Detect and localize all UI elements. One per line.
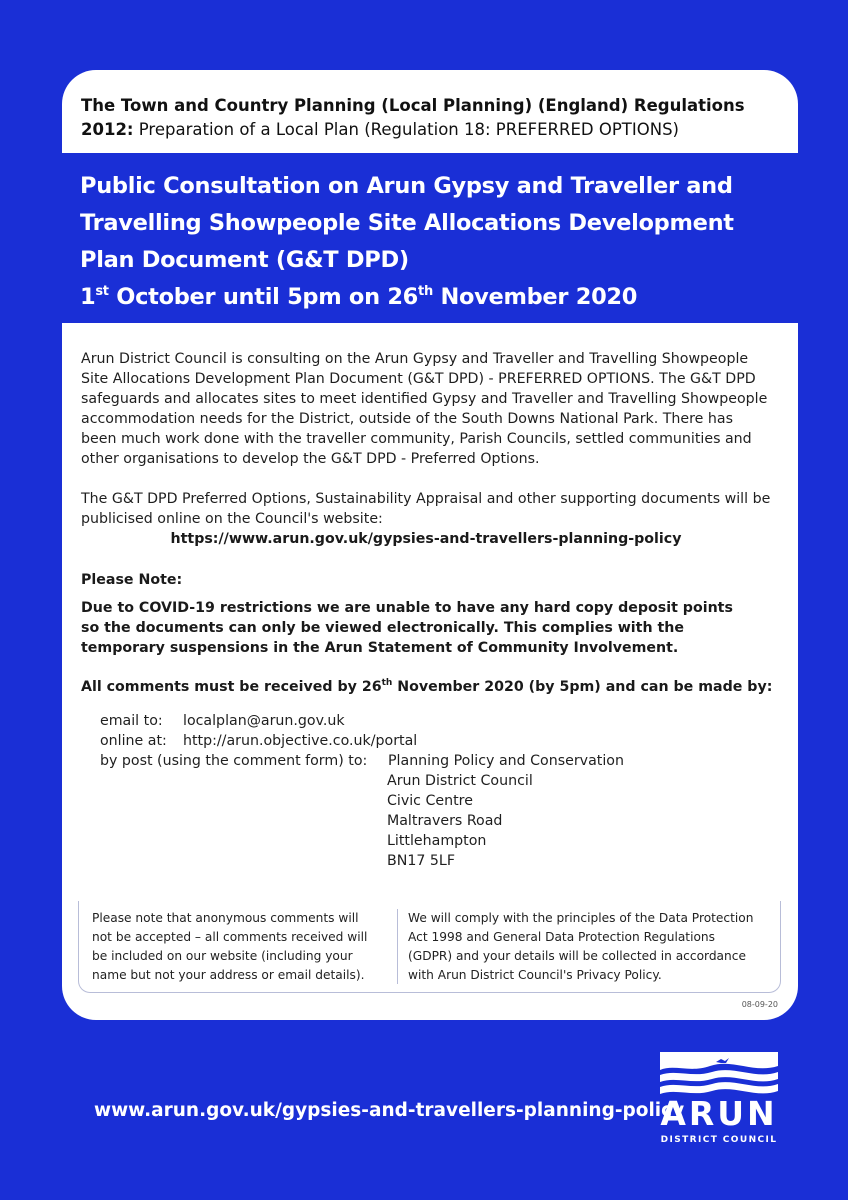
address-line: Arun District Council <box>387 773 533 789</box>
logo-subtitle: DISTRICT COUNCIL <box>660 1135 778 1145</box>
heading-line-3: Plan Document (G&T DPD) <box>80 247 409 273</box>
regulations-title: The Town and Country Planning (Local Planning) (England) Regulations <box>81 96 745 115</box>
anonymous-comments-note <box>79 909 395 992</box>
data-protection-line: with Arun District Council's Privacy Policy. <box>408 968 662 982</box>
website-link[interactable]: https://www.arun.gov.uk/gypsies-and-travellers-planning-policy <box>170 531 682 547</box>
anonymous-note-line: be included on our website (including your <box>92 949 353 963</box>
email-link[interactable]: localplan@arun.gov.uk <box>183 713 345 729</box>
note-body: Due to COVID-19 restrictions we are unable to have any hard copy deposit points so the documents can only be viewed electronically. This complies with the temporary suspensions in the Arun Statement of Community Involvement. <box>81 600 733 656</box>
data-protection-note <box>408 909 768 992</box>
portal-link[interactable]: http://arun.objective.co.uk/portal <box>183 733 418 749</box>
heading-line-1: Public Consultation on Arun Gypsy and Traveller and <box>80 173 733 199</box>
regulations-year: 2012: <box>81 120 134 139</box>
online-label: online at: <box>100 733 167 749</box>
address-line: Civic Centre <box>387 793 473 809</box>
consultation-heading <box>80 168 780 316</box>
address-line: Maltravers Road <box>387 813 503 829</box>
date-end: November 2020 <box>432 284 638 310</box>
document-code: 08-09-20 <box>741 1000 778 1009</box>
anonymous-note-line: name but not your address or email details). <box>92 968 365 982</box>
data-protection-line: We will comply with the principles of the Data Protection <box>408 911 754 925</box>
address-line: Littlehampton <box>387 833 487 849</box>
consultation-dates <box>80 279 780 316</box>
logo-wordmark: ARUN <box>660 1094 778 1133</box>
date-mid: October until 5pm on 26 <box>108 284 419 310</box>
contact-methods <box>100 711 798 871</box>
logo-waves-icon <box>658 1052 780 1097</box>
online-row <box>100 731 798 751</box>
deadline-start: All comments must be received by 26 <box>81 679 382 695</box>
deadline-text <box>81 677 798 697</box>
anonymous-note-line: Please note that anonymous comments will <box>92 911 359 925</box>
email-label: email to: <box>100 713 163 729</box>
privacy-info-box <box>78 901 781 993</box>
date-end-suffix: th <box>418 284 433 299</box>
documents-paragraph: The G&T DPD Preferred Options, Sustainability Appraisal and other supporting documents will be publicised online on the Council's website: <box>81 491 771 527</box>
body-card <box>62 323 798 1020</box>
address-line: Planning Policy and Conservation <box>388 753 624 769</box>
note-title: Please Note: <box>81 572 183 588</box>
intro-paragraph: Arun District Council is consulting on the Arun Gypsy and Traveller and Travelling Showpeople Site Allocations Development Plan Document (G&T DPD) - PREFERRED OPTIONS. The G&T DPD safeguards and allocates sites to meet identified Gypsy and Traveller and Travelling Showpeople accommodation needs for the District, outside of the South Downs National Park. There has been much work done with the traveller community, Parish Councils, settled communities and other organisations to develop the G&T DPD - Preferred Options. <box>81 351 768 467</box>
deadline-suffix: th <box>381 678 393 688</box>
deadline-end: November 2020 (by 5pm) and can be made by: <box>392 679 773 695</box>
email-row <box>100 711 798 731</box>
regulations-header <box>62 70 798 153</box>
regulations-subtitle: Preparation of a Local Plan (Regulation 18: PREFERRED OPTIONS) <box>133 120 679 139</box>
anonymous-note-line: not be accepted – all comments received will <box>92 930 368 944</box>
post-label: by post (using the comment form) to: <box>100 753 368 769</box>
date-start-suffix: st <box>95 284 109 299</box>
footer-website-link[interactable]: www.arun.gov.uk/gypsies-and-travellers-planning-policy <box>94 1100 685 1121</box>
heading-line-2: Travelling Showpeople Site Allocations Development <box>80 210 734 236</box>
regulations-line-1 <box>81 94 798 118</box>
post-row <box>100 751 798 771</box>
date-start-day: 1 <box>80 284 96 310</box>
address-postcode: BN17 5LF <box>387 853 456 869</box>
arun-logo <box>656 1052 782 1148</box>
regulations-line-2 <box>81 118 798 142</box>
data-protection-line: (GDPR) and your details will be collected in accordance <box>408 949 746 963</box>
info-divider <box>397 909 398 984</box>
data-protection-line: Act 1998 and General Data Protection Regulations <box>408 930 716 944</box>
